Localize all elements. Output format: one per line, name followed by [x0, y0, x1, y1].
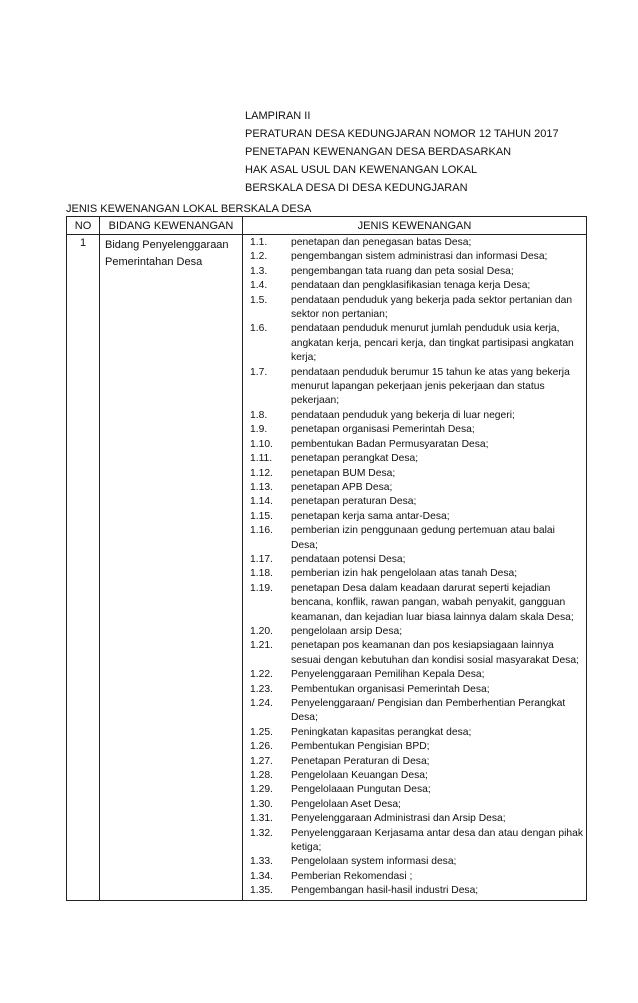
list-item	[250, 495, 583, 509]
item-number: 1.13.	[250, 481, 273, 493]
list-item	[250, 567, 583, 581]
item-number: 1.15.	[250, 510, 273, 522]
table-header-row	[67, 217, 587, 235]
item-number: 1.3.	[250, 265, 268, 277]
table-title: JENIS KEWENANGAN LOKAL BERSKALA DESA	[66, 203, 312, 215]
item-number: 1.28.	[250, 770, 273, 782]
list-item	[250, 265, 583, 279]
item-text: Penetapan Peraturan di Desa;	[291, 755, 430, 767]
header-jenis: JENIS KEWENANGAN	[243, 217, 587, 235]
item-text: penetapan Desa dalam keadaan darurat seperti kejadian bencana, konflik, rawan pangan, wabah penyakit, gangguan keamanan, dan kejadian luar biasa lainnya dalam skala Desa;	[291, 582, 574, 623]
item-text: penetapan peraturan Desa;	[291, 496, 417, 508]
item-text: Pengelolaaan Pungutan Desa;	[291, 784, 431, 796]
item-number: 1.18.	[250, 568, 273, 580]
list-item	[250, 697, 583, 726]
item-number: 1.19.	[250, 582, 273, 594]
item-number: 1.1.	[250, 237, 268, 248]
list-item	[250, 827, 583, 856]
list-item	[250, 423, 583, 437]
item-number: 1.32.	[250, 827, 273, 839]
list-item	[250, 553, 583, 567]
item-number: 1.12.	[250, 467, 273, 479]
item-number: 1.35.	[250, 885, 273, 897]
list-item	[250, 783, 583, 797]
list-item	[250, 683, 583, 697]
item-text: pemberian izin hak pengelolaan atas tanah Desa;	[291, 568, 518, 580]
item-text: Pengembangan hasil-hasil industri Desa;	[291, 885, 479, 897]
item-text: Pembentukan Pengisian BPD;	[291, 741, 430, 753]
list-item	[250, 870, 583, 884]
item-number: 1.6.	[250, 323, 268, 335]
item-text: pendataan potensi Desa;	[291, 553, 406, 565]
item-text: penetapan organisasi Pemerintah Desa;	[291, 424, 475, 436]
list-item	[250, 769, 583, 783]
list-item	[250, 467, 583, 481]
list-item	[250, 726, 583, 740]
item-text: pendataan dan pengklasifikasian tenaga kerja Desa;	[291, 280, 531, 292]
item-text: Penyelenggaraan Kerjasama antar desa dan atau dengan pihak ketiga;	[291, 827, 583, 854]
item-number: 1.16.	[250, 525, 273, 537]
item-number: 1.26.	[250, 741, 273, 753]
item-number: 1.9.	[250, 424, 268, 436]
item-text: pendataan penduduk yang bekerja di luar negeri;	[291, 409, 515, 421]
header-no: NO	[67, 217, 100, 235]
item-text: Penyelenggaraan/ Pengisian dan Pemberhentian Perangkat Desa;	[291, 698, 566, 724]
header-line: LAMPIRAN II	[245, 110, 311, 122]
list-item	[250, 250, 583, 264]
item-number: 1.33.	[250, 856, 273, 868]
item-text: Peningkatan kapasitas perangkat desa;	[291, 726, 472, 738]
item-text: Penyelenggaraan Administrasi dan Arsip Desa;	[291, 813, 506, 825]
item-text: Pembentukan organisasi Pemerintah Desa;	[291, 683, 490, 695]
item-number: 1.30.	[250, 798, 273, 810]
item-text: pengelolaan arsip Desa;	[291, 625, 403, 637]
item-text: penetapan pos keamanan dan pos kesiapsiagaan lainnya sesuai dengan kebutuhan dan kondisi sosial masyarakat Desa;	[291, 640, 579, 666]
list-item	[250, 294, 583, 323]
list-item	[250, 884, 583, 898]
list-item	[250, 524, 583, 553]
item-number: 1.27.	[250, 755, 273, 767]
list-item	[250, 366, 583, 409]
list-item	[250, 236, 583, 250]
item-number: 1.7.	[250, 366, 268, 378]
item-text: Penyelenggaraan Pemilihan Kepala Desa;	[291, 669, 485, 681]
list-item	[250, 812, 583, 826]
list-item	[250, 279, 583, 293]
list-item	[250, 668, 583, 682]
list-item	[250, 740, 583, 754]
item-number: 1.23.	[250, 683, 273, 695]
item-number: 1.4.	[250, 280, 268, 292]
kewenangan-table	[66, 216, 587, 901]
table-row	[67, 235, 587, 901]
list-item	[250, 625, 583, 639]
list-item	[250, 639, 583, 668]
item-number: 1.10.	[250, 438, 273, 450]
header-line: PERATURAN DESA KEDUNGJARAN NOMOR 12 TAHUN 2017	[245, 128, 559, 140]
item-text: pengembangan tata ruang dan peta sosial Desa;	[291, 265, 514, 277]
item-text: pemberian izin penggunaan gedung pertemuan atau balai Desa;	[291, 525, 555, 551]
item-number: 1.31.	[250, 813, 273, 825]
item-number: 1.29.	[250, 784, 273, 796]
item-text: pendataan penduduk menurut jumlah penduduk usia kerja, angkatan kerja, pencari kerja, dan tingkat partisipasi angkatan kerja;	[291, 323, 574, 364]
item-number: 1.21.	[250, 640, 273, 652]
header-bidang: BIDANG KEWENANGAN	[100, 217, 243, 235]
item-number: 1.17.	[250, 553, 273, 565]
list-item	[250, 438, 583, 452]
item-text: pengembangan sistem administrasi dan informasi Desa;	[291, 251, 548, 263]
list-item	[250, 409, 583, 423]
list-item	[250, 322, 583, 365]
item-number: 1.14.	[250, 496, 273, 508]
item-number: 1.34.	[250, 870, 273, 882]
jenis-list	[243, 235, 587, 901]
item-text: penetapan perangkat Desa;	[291, 453, 419, 465]
list-item	[250, 755, 583, 769]
list-item	[250, 798, 583, 812]
item-text: pembentukan Badan Permusyaratan Desa;	[291, 438, 489, 450]
item-number: 1.2.	[250, 251, 268, 263]
list-item	[250, 582, 583, 625]
list-item	[250, 855, 583, 869]
item-text: Pengelolaan Keuangan Desa;	[291, 770, 428, 782]
item-number: 1.20.	[250, 625, 273, 637]
list-item	[250, 510, 583, 524]
document-header	[245, 107, 559, 197]
item-text: penetapan kerja sama antar-Desa;	[291, 510, 450, 522]
header-line: BERSKALA DESA DI DESA KEDUNGJARAN	[245, 182, 468, 194]
bidang-name: Bidang Penyelenggaraan Pemerintahan Desa	[100, 235, 243, 901]
item-number: 1.11.	[250, 453, 273, 465]
item-text: pendataan penduduk yang bekerja pada sektor pertanian dan sektor non pertanian;	[291, 294, 573, 321]
item-text: Pemberian Rekomendasi ;	[291, 870, 413, 882]
item-number: 1.22.	[250, 669, 273, 681]
item-text: penetapan dan penegasan batas Desa;	[291, 237, 472, 248]
list-item	[250, 481, 583, 495]
header-line: PENETAPAN KEWENANGAN DESA BERDASARKAN	[245, 146, 512, 158]
item-text: Pengelolaan system informasi desa;	[291, 856, 457, 868]
item-text: pendataan penduduk berumur 15 tahun ke atas yang bekerja menurut lapangan pekerjaan jenis pekerjaan dan status pekerjaan;	[291, 366, 570, 407]
item-number: 1.5.	[250, 294, 268, 306]
item-number: 1.25.	[250, 726, 273, 738]
item-text: penetapan BUM Desa;	[291, 467, 396, 479]
item-number: 1.24.	[250, 698, 273, 709]
item-text: Pengelolaan Aset Desa;	[291, 798, 401, 810]
list-item	[250, 452, 583, 466]
item-number: 1.8.	[250, 409, 268, 421]
header-line: HAK ASAL USUL DAN KEWENANGAN LOKAL	[245, 164, 478, 176]
item-text: penetapan APB Desa;	[291, 481, 393, 493]
row-number: 1	[67, 235, 100, 901]
